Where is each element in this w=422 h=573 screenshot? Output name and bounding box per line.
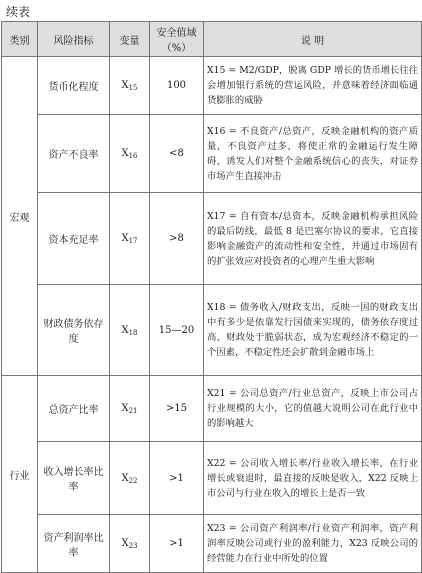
indicator-cell: 总资产比率: [38, 376, 110, 442]
safe-range-cell: <8: [150, 115, 204, 193]
indicator-cell: 资产不良率: [38, 115, 110, 193]
header-safe-range-line1: 安全值域: [156, 28, 197, 39]
variable-base: X: [121, 538, 129, 549]
variable-cell: [110, 285, 150, 376]
variable-base: X: [121, 472, 129, 484]
variable-cell: [110, 376, 150, 442]
variable-subscript: 23: [128, 542, 138, 550]
variable-cell: [110, 515, 150, 573]
safe-range-cell: >8: [150, 193, 204, 285]
table-row: [2, 115, 422, 193]
category-cell-macro: 宏观: [2, 57, 38, 376]
risk-indicator-table: [1, 21, 422, 573]
variable-base: X: [121, 80, 129, 91]
description-cell: X23 = 公司资产利润率/行业资产利润率，资产利润率反映公司或行业的盈利能力，X23 反映公司的经营能力在行业中所处的位置: [204, 515, 422, 573]
table-row: [2, 376, 422, 442]
variable-subscript: 21: [128, 407, 138, 415]
description-cell: X15 = M2/GDP，脱离 GDP 增长的货币增长往往会增加银行系统的营运风险，并意味着经济面临通货膨胀的威胁: [204, 57, 422, 115]
header-row: [2, 22, 422, 57]
header-indicator: 风险指标: [38, 22, 110, 57]
description-cell: X18 = 债务收入/财政支出，反映一国的财政支出中有多少是依靠发行国债来实现的，债务依存度过高，财政处于脆弱状态，成为宏观经济不稳定的一个因素，不稳定性还会扩散到金融市场上: [204, 285, 422, 376]
category-cell-industry: 行业: [2, 376, 38, 573]
header-safe-range-line2: （%）: [161, 43, 192, 54]
header-description: 说 明: [204, 22, 422, 57]
header-category: 类别: [2, 22, 38, 57]
description-cell: X17 = 自有资本/总资本，反映金融机构承担风险的最后防线，最低 8 是巴塞尔协议的要求，它直接影响金融资产的流动性和安全性，并通过市场固有的扩张效应对投资者的心理产生重大影响: [204, 193, 422, 285]
variable-cell: [110, 57, 150, 115]
safe-range-cell: 100: [150, 57, 204, 115]
variable-base: X: [121, 148, 129, 159]
table-row: [2, 193, 422, 285]
variable-subscript: 18: [128, 328, 138, 337]
description-cell: X21 = 公司总资产/行业总资产，反映上市公司占行业规模的大小，它的值越大说明公司在此行业中的影响越大: [204, 376, 422, 442]
description-cell: X16 = 不良资产/总资产，反映金融机构的资产质量，不良资产过多，将使正常的金融运行发生障碍，诱发人们对整个金融系统信心的丧失，对证券市场产生直接冲击: [204, 115, 422, 193]
variable-subscript: 22: [128, 476, 138, 485]
safe-range-cell: >1: [150, 515, 204, 573]
indicator-cell: 资产利润率比率: [38, 515, 110, 573]
header-variable: 变量: [110, 22, 150, 57]
table-row: [2, 57, 422, 115]
variable-cell: [110, 193, 150, 285]
variable-base: X: [121, 403, 129, 414]
variable-subscript: 17: [128, 237, 138, 245]
table-row: [2, 442, 422, 515]
indicator-cell: 财政债务依存度: [38, 285, 110, 376]
variable-cell: [110, 442, 150, 515]
indicator-cell: 货币化程度: [38, 57, 110, 115]
safe-range-cell: >15: [150, 376, 204, 442]
header-safe-range: [150, 22, 204, 57]
table-row: [2, 515, 422, 573]
safe-range-cell: >1: [150, 442, 204, 515]
variable-base: X: [121, 233, 129, 244]
variable-subscript: 15: [128, 84, 138, 92]
table-row: [2, 285, 422, 376]
table-caption: 续表: [6, 5, 31, 19]
safe-range-cell: 15—20: [150, 285, 204, 376]
variable-cell: [110, 115, 150, 193]
indicator-cell: 资本充足率: [38, 193, 110, 285]
variable-base: X: [121, 324, 129, 336]
indicator-cell: 收入增长率比率: [38, 442, 110, 515]
variable-subscript: 16: [128, 152, 138, 160]
description-cell: X22 = 公司收入增长率/行业收入增长率，在行业增长或衰退时，最直接的反映是收入，X22 反映上市公司与行业在收入的增长上是否一致: [204, 442, 422, 515]
